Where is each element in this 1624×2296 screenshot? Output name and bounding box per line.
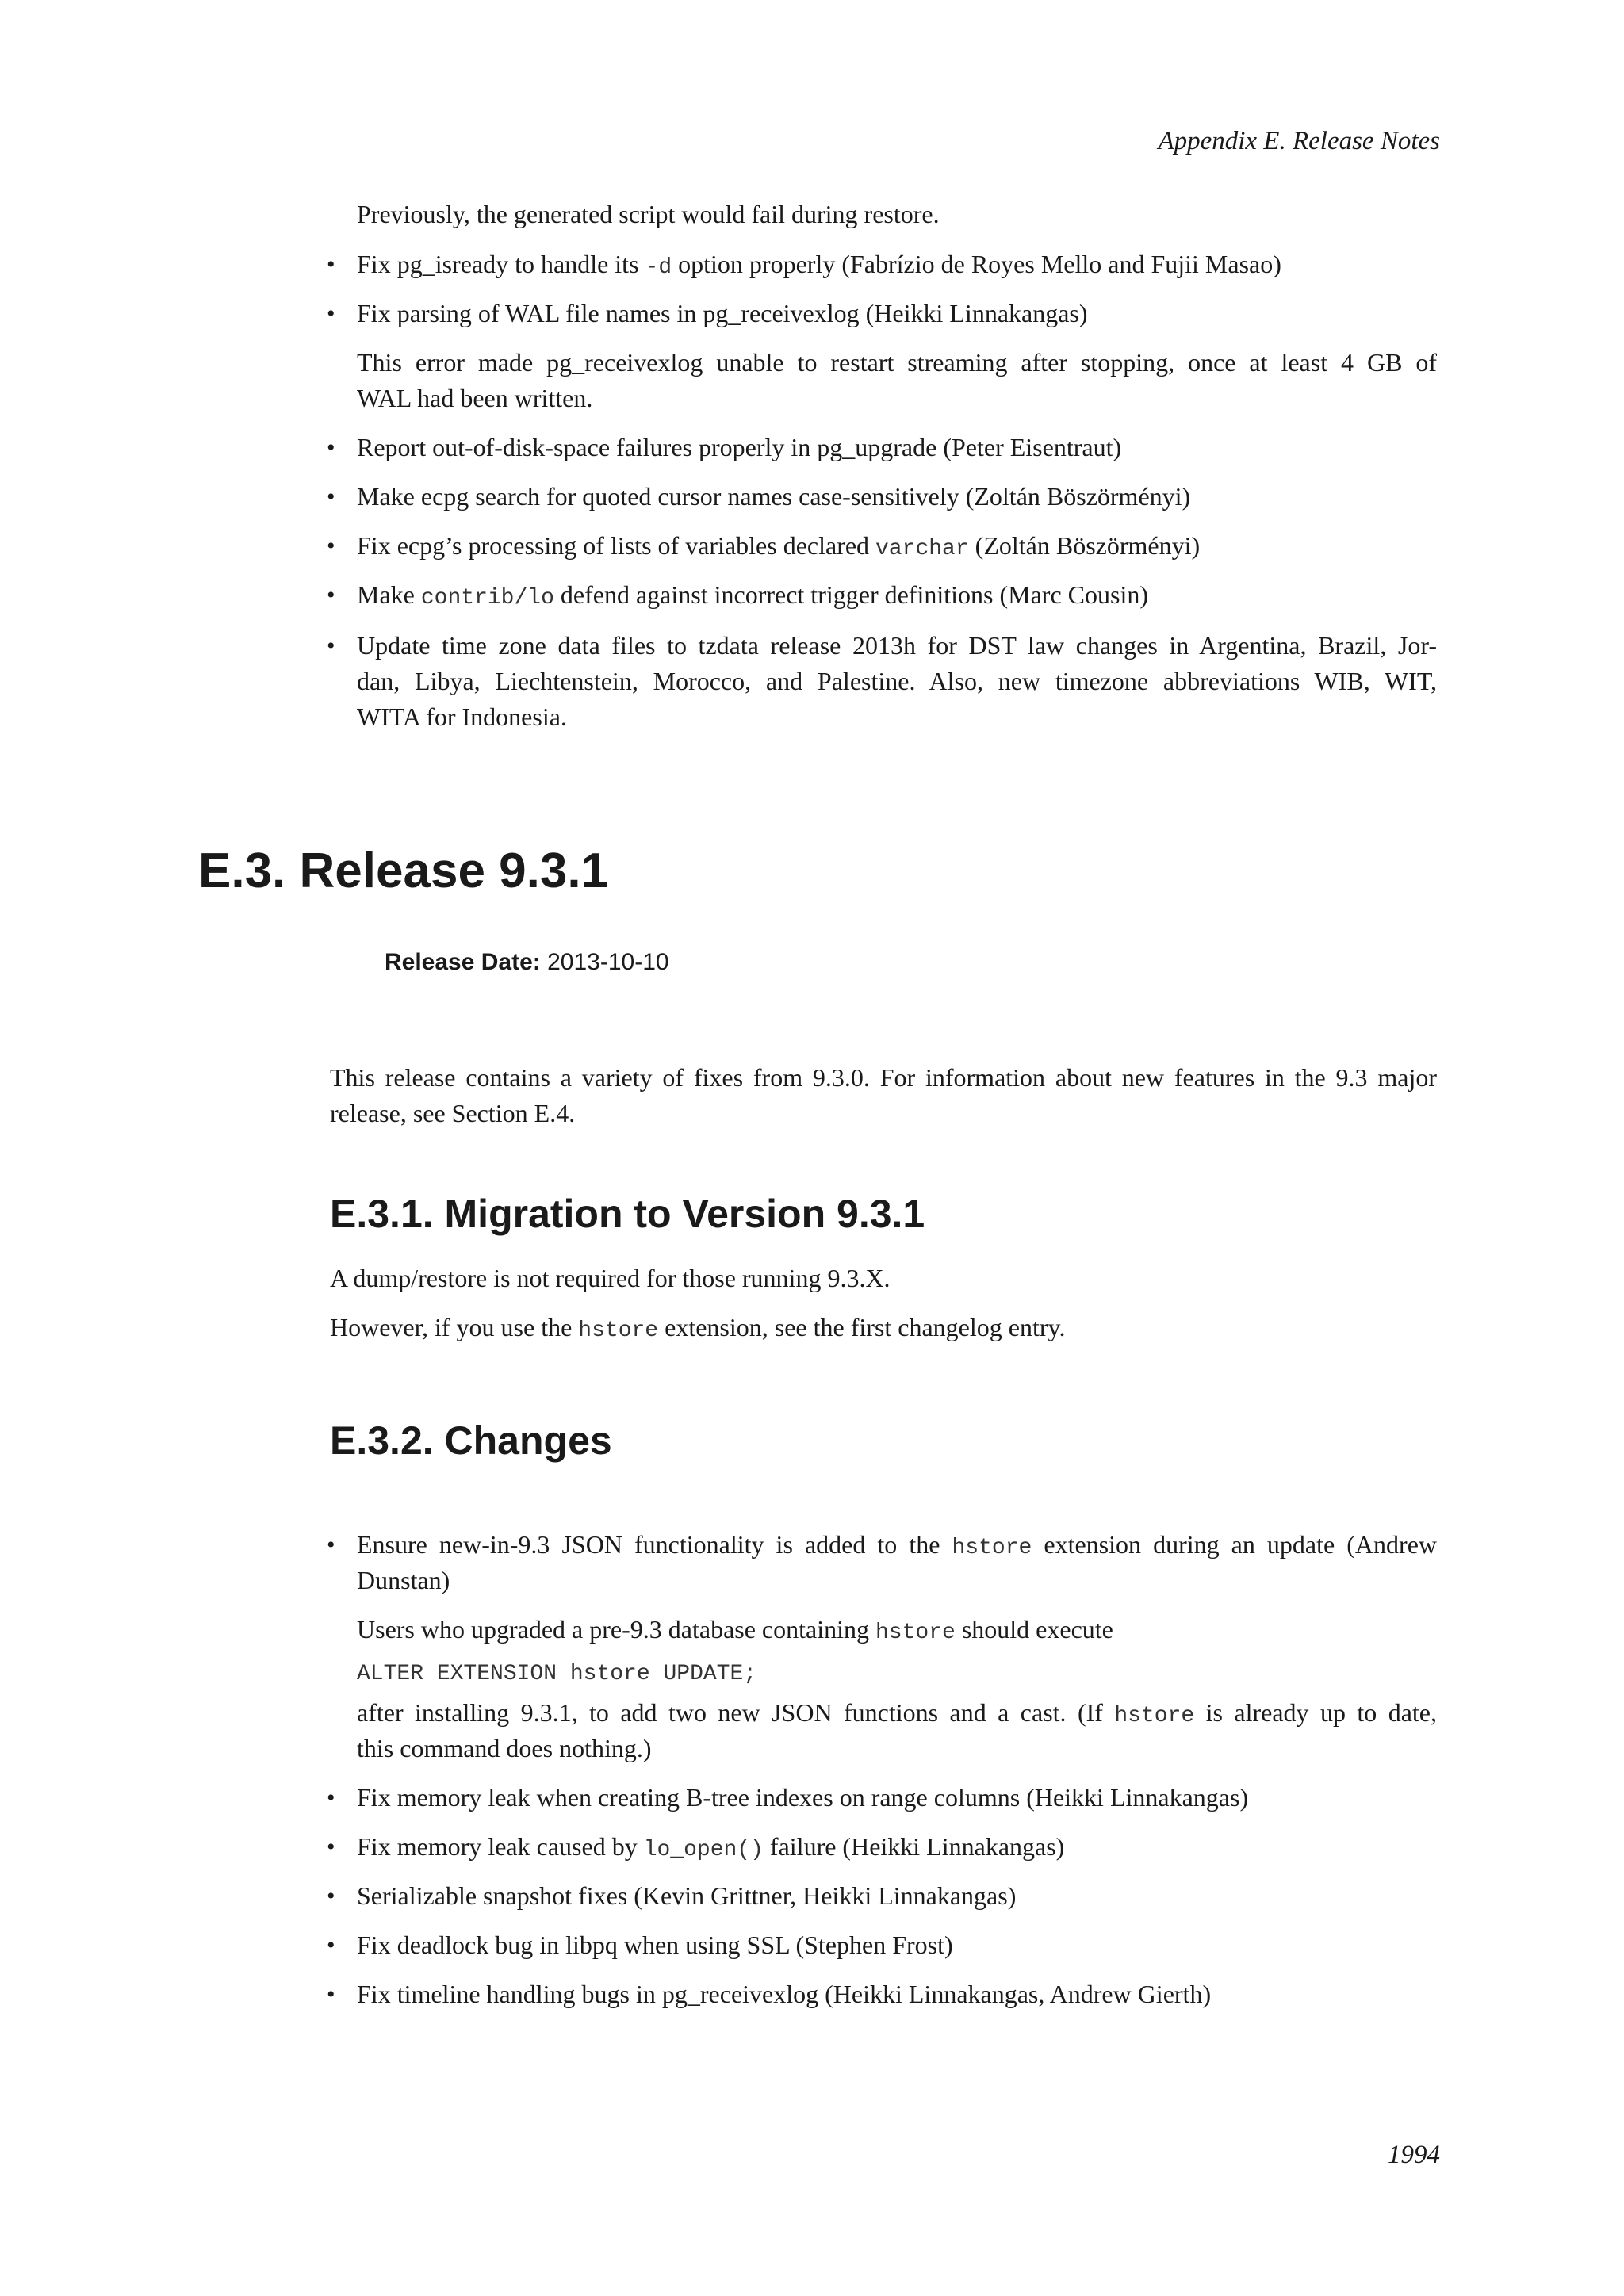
bullet: • (327, 582, 335, 608)
list-item: dan, Libya, Liechtenstein, Morocco, and Palestine. Also, new timezone abbreviations WIB, WIT, (357, 667, 1437, 695)
list-item: Fix timeline handling bugs in pg_receivexlog (Heikki Linnakangas, Andrew Gierth) (357, 1980, 1212, 2008)
continuation-text: Previously, the generated script would fail during restore. (357, 200, 940, 228)
list-item: Fix ecpg’s processing of lists of variables declared varchar (Zoltán Böszörményi) (357, 531, 1201, 561)
list-item-note: this command does nothing.) (357, 1734, 652, 1762)
list-item: Report out-of-disk-space failures properly in pg_upgrade (Peter Eisentraut) (357, 433, 1122, 461)
list-item: Fix memory leak caused by lo_open() failure (Heikki Linnakangas) (357, 1832, 1065, 1862)
list-item: Fix memory leak when creating B-tree indexes on range columns (Heikki Linnakangas) (357, 1783, 1249, 1812)
list-item: Make contrib/lo defend against incorrect trigger definitions (Marc Cousin) (357, 580, 1148, 610)
bullet: • (327, 434, 335, 461)
list-item: Serializable snapshot fixes (Kevin Grittner, Heikki Linnakangas) (357, 1881, 1017, 1910)
list-item: Make ecpg search for quoted cursor names case-sensitively (Zoltán Böszörményi) (357, 482, 1191, 511)
list-item: Ensure new-in-9.3 JSON functionality is added to the hstore extension during an update (Andrew (357, 1530, 1438, 1560)
page-number: 1994 (1388, 2141, 1440, 2169)
bullet: • (327, 1785, 335, 1811)
bullet: • (327, 1981, 335, 2007)
bullet: • (327, 1932, 335, 1958)
bullet: • (327, 633, 335, 659)
page-header: Appendix E. Release Notes (1158, 127, 1440, 155)
list-item-note: after installing 9.3.1, to add two new JSON functions and a cast. (If hstore is already up to date, (357, 1698, 1438, 1728)
bullet: • (327, 484, 335, 510)
bullet: • (327, 1883, 335, 1909)
list-item: Fix parsing of WAL file names in pg_receivexlog (Heikki Linnakangas) (357, 299, 1088, 327)
list-item-note: WAL had been written. (357, 384, 593, 412)
intro-text: release, see Section E.4. (330, 1099, 576, 1127)
migration-text: A dump/restore is not required for those running 9.3.X. (330, 1264, 891, 1292)
list-item: Update time zone data files to tzdata release 2013h for DST law changes in Argentina, Brazil, Jor- (357, 631, 1437, 660)
list-item: Fix pg_isready to handle its -d option properly (Fabrízio de Royes Mello and Fujii Masao) (357, 250, 1281, 280)
section-title: E.3. Release 9.3.1 (198, 844, 609, 898)
bullet: • (327, 1834, 335, 1860)
list-item: Fix deadlock bug in libpq when using SSL (Stephen Frost) (357, 1931, 953, 1959)
subsection-title-migration: E.3.1. Migration to Version 9.3.1 (330, 1192, 925, 1236)
bullet: • (327, 533, 335, 559)
migration-text: However, if you use the hstore extension, see the first changelog entry. (330, 1313, 1066, 1343)
release-date: Release Date: 2013-10-10 (385, 949, 669, 975)
list-item: WITA for Indonesia. (357, 702, 567, 731)
list-item: Dunstan) (357, 1566, 450, 1594)
list-item-note: This error made pg_receivexlog unable to restart streaming after stopping, once at least 4 GB of (357, 348, 1437, 377)
bullet: • (327, 300, 335, 327)
intro-text: This release contains a variety of fixes from 9.3.0. For information about new features in the 9.3 major (330, 1063, 1437, 1092)
bullet: • (327, 251, 335, 277)
list-item-note: Users who upgraded a pre-9.3 database containing hstore should execute (357, 1615, 1113, 1645)
bullet: • (327, 1532, 335, 1558)
subsection-title-changes: E.3.2. Changes (330, 1418, 612, 1463)
code-block: ALTER EXTENSION hstore UPDATE; (357, 1662, 757, 1686)
